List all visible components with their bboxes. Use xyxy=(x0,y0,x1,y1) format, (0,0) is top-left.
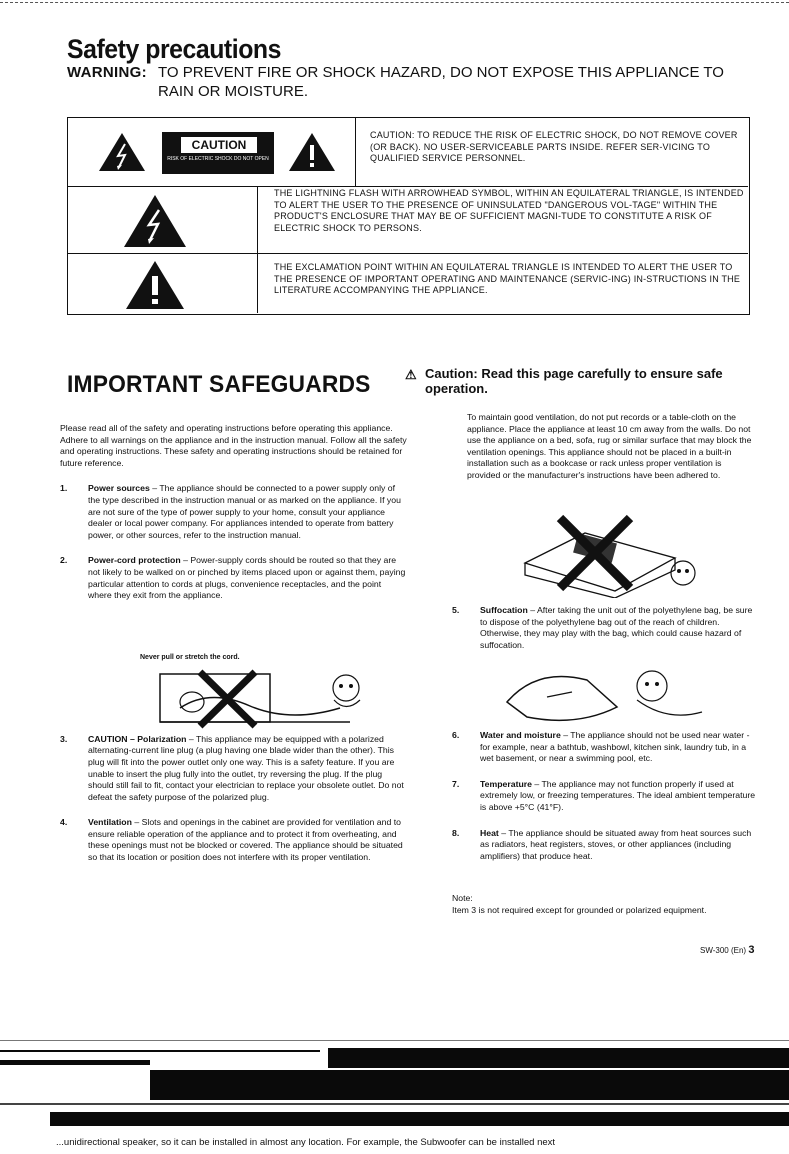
warning-text: TO PREVENT FIRE OR SHOCK HAZARD, DO NOT EXPOSE THIS APPLIANCE TO RAIN OR MOISTURE. xyxy=(158,64,724,100)
item-heading: Power-cord protection xyxy=(88,555,181,566)
right-column xyxy=(467,412,757,496)
scan-line xyxy=(0,1050,320,1052)
item-number: 5. xyxy=(452,605,460,615)
safeguards-title: IMPORTANT SAFEGUARDS xyxy=(67,371,371,398)
lightning-symbol-text: THE LIGHTNING FLASH WITH ARROWHEAD SYMBOL, WITHIN AN EQUILATERAL TRIANGLE, IS INTENDED TO ALERT THE USER TO THE PRESENCE OF UNINSULATED "DANGEROUS VOL-TAGE" WITHIN THE PRODUCT'S ENCLOSURE THAT MAY BE OF SUFFICIENT MAGNI-TUDE TO CONSTITUTE A RISK OF ELECTRIC SHOCK TO PERSONS. xyxy=(274,188,744,233)
item-text: – Slots and openings in the cabinet are provided for ventilation and to ensure reliable operation of the appliance and to protect it from overheating, and these openings must not be blocked or covered. The appliance should be situated so that its location or position does not interfere with its proper ventilation. xyxy=(88,817,403,863)
item-number: 7. xyxy=(452,778,460,789)
exclamation-triangle-icon xyxy=(125,260,185,310)
right-items-6-8 xyxy=(452,730,759,876)
scan-line xyxy=(0,1060,150,1065)
model-number: SW-300 (En) xyxy=(700,946,747,955)
list-item xyxy=(60,817,407,863)
item-text: – Power-supply cords should be routed so that they are not likely to be walked on or pinched by items placed upon or against them, paying particular attention to cords at plugs, convenience receptacles, and the point where they exit from the appliance. xyxy=(88,555,406,601)
list-item xyxy=(60,483,407,541)
left-column xyxy=(60,423,407,878)
cover-warning-text: CAUTION: TO REDUCE THE RISK OF ELECTRIC SHOCK, DO NOT REMOVE COVER (OR BACK). NO USER-SERVICEABLE PARTS INSIDE. REFER SER-VICING TO QUALIFIED SERVICE PERSONNEL. xyxy=(370,130,738,163)
item-number: 6. xyxy=(452,730,460,740)
item-number: 8. xyxy=(452,827,460,838)
item-text: – The appliance may not function properly if used at extremely low, or freezing temperatures. The ideal ambient temperature is above +5°C (41°F). xyxy=(480,778,756,812)
note-text: Item 3 is not required except for grounded or polarized equipment. xyxy=(452,905,707,915)
item-text: – The appliance should be situated away from heat sources such as radiators, heat registers, stoves, or other appliances (including amplifiers) that produce heat. xyxy=(480,827,752,861)
warning-triangle-icon: ⚠ xyxy=(405,367,417,382)
divider-horizontal xyxy=(68,186,748,187)
page-footer xyxy=(700,944,754,956)
item-heading: CAUTION – Polarization xyxy=(88,733,187,744)
item-text: – After taking the unit out of the polyethylene bag, be sure to dispose of the polyethylene bag out of the reach of children. Otherwise, they may play with the bag, which could cause hazard of suffocation. xyxy=(480,605,753,650)
cord-pull-illustration xyxy=(150,668,380,730)
divider-vertical xyxy=(257,186,258,313)
exclamation-triangle-icon xyxy=(288,132,336,172)
scan-line xyxy=(0,1103,789,1105)
item-number: 1. xyxy=(60,483,68,494)
item-text: – This appliance may be equipped with a polarized alternating-current line plug (a plug having one blade wider than the other). This plug will fit into the power outlet only one way. This is a safety feature. If you are unable to insert the plug fully into the outlet, try reversing the plug. If the plug should still fail to fit, contact your electrician to replace your obsolete outlet. Do not defeat the safety purpose of the polarized plug. xyxy=(88,733,404,802)
list-item xyxy=(60,555,407,601)
bottom-text-fragment: ...unidirectional speaker, so it can be installed in almost any location. For example, the Subwoofer can be installed next xyxy=(56,1137,556,1148)
caution-badge-subtext: RISK OF ELECTRIC SHOCK DO NOT OPEN xyxy=(167,156,269,162)
scan-bar xyxy=(328,1048,789,1068)
exclamation-symbol-text: THE EXCLAMATION POINT WITHIN AN EQUILATERAL TRIANGLE IS INTENDED TO ALERT THE USER TO THE PRESENCE OF IMPORTANT OPERATING AND MAINTENANCE (SERVIC-ING) IN-STRUCTIONS IN THE LITERATURE ACCOMPANYING THE APPLIANCE. xyxy=(274,262,741,295)
item-number: 3. xyxy=(60,733,68,744)
divider-horizontal xyxy=(68,253,748,254)
list-item xyxy=(452,730,759,765)
scan-line xyxy=(0,1040,789,1041)
item-heading: Heat xyxy=(480,827,499,838)
item-heading: Ventilation xyxy=(88,817,132,828)
scan-bar xyxy=(50,1112,789,1126)
item-text: – The appliance should not be used near water - for example, near a bathtub, washbowl, kitchen sink, laundry tub, in a wet basement, or near a swimming pool, etc. xyxy=(480,730,750,764)
list-item xyxy=(452,828,759,863)
lightning-triangle-icon xyxy=(123,194,187,248)
item-heading: Water and moisture xyxy=(480,730,561,740)
top-dashed-border xyxy=(0,2,789,3)
list-item xyxy=(60,734,407,804)
lightning-triangle-icon xyxy=(98,132,146,172)
caution-badge-title: CAUTION xyxy=(180,136,258,154)
right-items-5 xyxy=(452,605,759,665)
list-item xyxy=(452,605,759,651)
warning-label: WARNING: xyxy=(67,64,147,81)
item-heading: Suffocation xyxy=(480,605,528,615)
bed-ventilation-illustration xyxy=(515,503,705,598)
scan-bar xyxy=(150,1070,789,1100)
page-number: 3 xyxy=(748,944,755,956)
divider-vertical xyxy=(355,118,356,186)
item-heading: Temperature xyxy=(480,778,532,789)
item-number: 4. xyxy=(60,817,68,828)
caution-badge xyxy=(162,132,274,174)
intro-paragraph: Please read all of the safety and operating instructions before operating this appliance. Adhere to all warnings on the appliance and in the instruction manual. Follow all the safety and operating instructions. These safety and operating instructions should be retained for future reference. xyxy=(60,423,407,468)
caution-box xyxy=(67,117,750,315)
item-text: – The appliance should be connected to a power supply only of the type described in the instruction manual or as marked on the appliance. If you are not sure of the type of power supply to your home, consult your appliance dealer or local power company. For appliances intended to operate from battery power, or other sources, refer to the instruction manual. xyxy=(88,483,401,540)
list-item xyxy=(452,779,759,814)
cord-figure-label: Never pull or stretch the cord. xyxy=(140,654,240,661)
ventilation-continued: To maintain good ventilation, do not put records or a table-cloth on the appliance. Place the appliance at least 10 cm away from the walls. Do not use the appliance on a bed, sofa, rug or similar surface that may block the ventilation openings. This appliance should not be placed in a built-in installation such as a bookcase or rack unless proper ventilation is provided or the manufacturer's instructions have been adhered to. xyxy=(467,412,752,480)
page-title: Safety precautions xyxy=(67,34,281,64)
caution-heading: Caution: Read this page carefully to ensure safe operation. xyxy=(425,366,723,396)
item-number: 2. xyxy=(60,555,68,566)
item-heading: Power sources xyxy=(88,483,150,494)
note-label: Note: xyxy=(452,893,473,903)
bag-suffocation-illustration xyxy=(497,662,712,730)
